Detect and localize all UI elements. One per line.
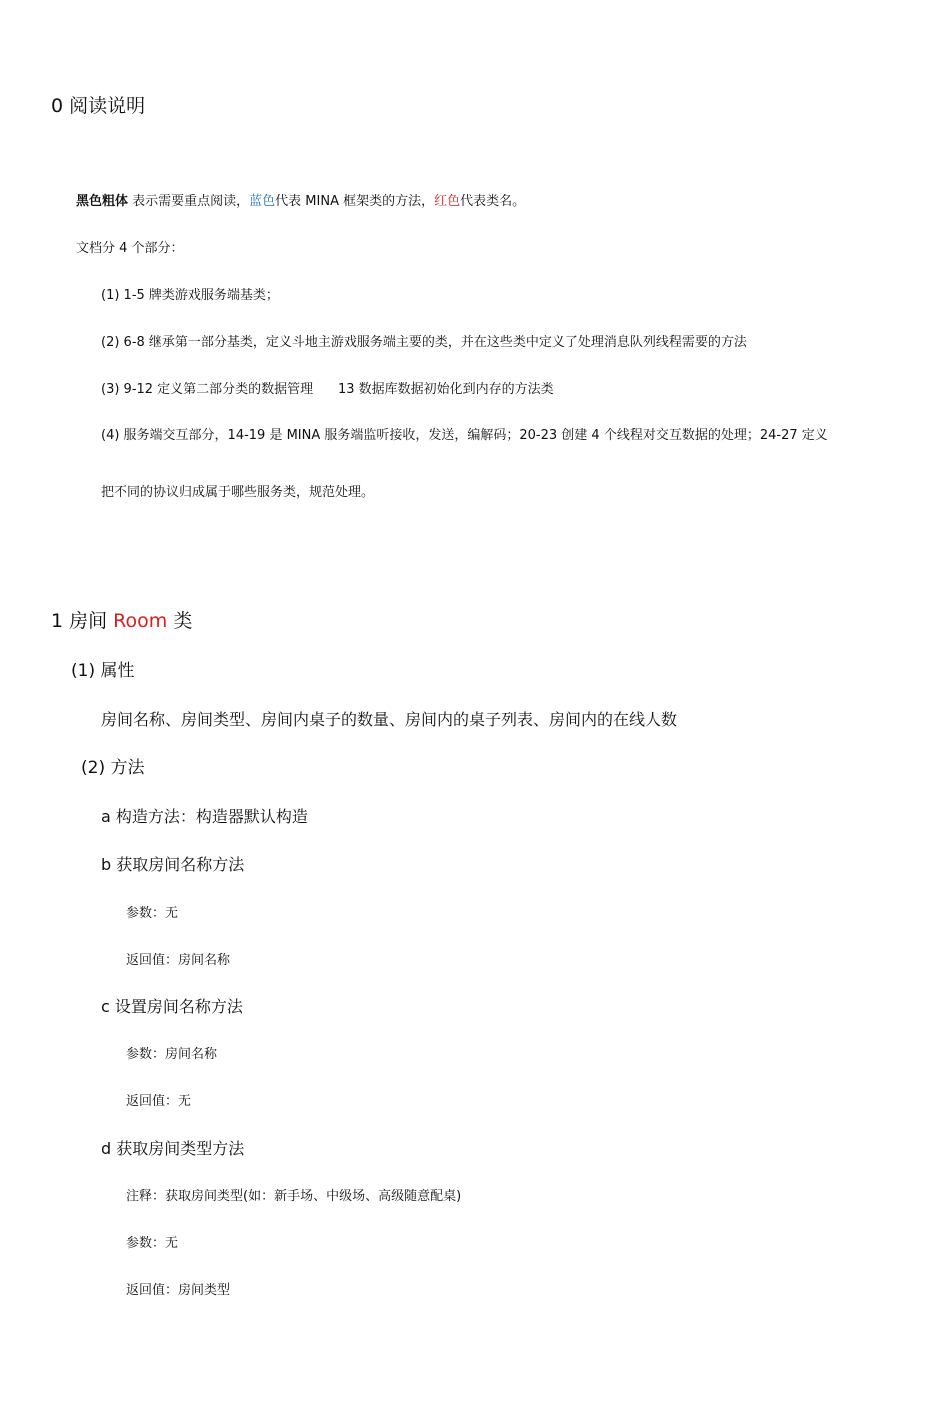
method-d-param: 参数：无	[126, 1236, 179, 1251]
legend-text-1: 表示需要重点阅读，	[128, 194, 250, 209]
legend-text-2: 代表 MINA 框架类的方法，	[275, 194, 435, 209]
section-1-title-prefix: 1 房间	[51, 610, 114, 632]
method-c-return: 返回值：无	[126, 1094, 192, 1109]
method-c-param: 参数：房间名称	[126, 1047, 218, 1062]
part-item-3: (3) 9-12 定义第二部分类的数据管理 13 数据库数据初始化到内存的方法类	[101, 382, 554, 397]
section-1-title-suffix: 类	[167, 610, 193, 632]
legend-line	[76, 194, 525, 210]
part-item-1: (1) 1-5 牌类游戏服务端基类；	[101, 288, 279, 303]
legend-bold-text: 黑色粗体	[76, 194, 129, 209]
class-name-room: Room	[113, 610, 168, 632]
method-d-note: 注释：获取房间类型(如：新手场、中级场、高级随意配桌)	[126, 1189, 462, 1204]
method-a: a 构造方法：构造器默认构造	[101, 807, 308, 826]
parts-intro: 文档分 4 个部分：	[76, 241, 184, 256]
part-item-4-continued: 把不同的协议归成属于哪些服务类，规范处理。	[101, 485, 375, 500]
method-b: b 获取房间名称方法	[101, 855, 245, 874]
legend-blue-text: 蓝色	[249, 194, 276, 209]
legend-text-3: 代表类名。	[460, 194, 526, 209]
section-0-title: 0 阅读说明	[51, 95, 146, 117]
part-item-4: (4) 服务端交互部分，14-19 是 MINA 服务端监听接收，发送，编解码；20-23 创建 4 个线程对交互数据的处理；24-27 定义	[101, 428, 828, 443]
method-d: d 获取房间类型方法	[101, 1139, 245, 1158]
method-d-return: 返回值：房间类型	[126, 1283, 231, 1298]
section-1-title	[51, 610, 192, 633]
methods-heading: (2) 方法	[81, 758, 145, 778]
attributes-heading: (1) 属性	[71, 661, 135, 681]
method-b-return: 返回值：房间名称	[126, 953, 231, 968]
attributes-text: 房间名称、房间类型、房间内桌子的数量、房间内的桌子列表、房间内的在线人数	[101, 710, 678, 729]
method-b-param: 参数：无	[126, 906, 179, 921]
legend-red-text: 红色	[434, 194, 461, 209]
part-item-2: (2) 6-8 继承第一部分基类，定义斗地主游戏服务端主要的类，并在这些类中定义了处理消息队列线程需要的方法	[101, 335, 747, 350]
method-c: c 设置房间名称方法	[101, 997, 243, 1016]
